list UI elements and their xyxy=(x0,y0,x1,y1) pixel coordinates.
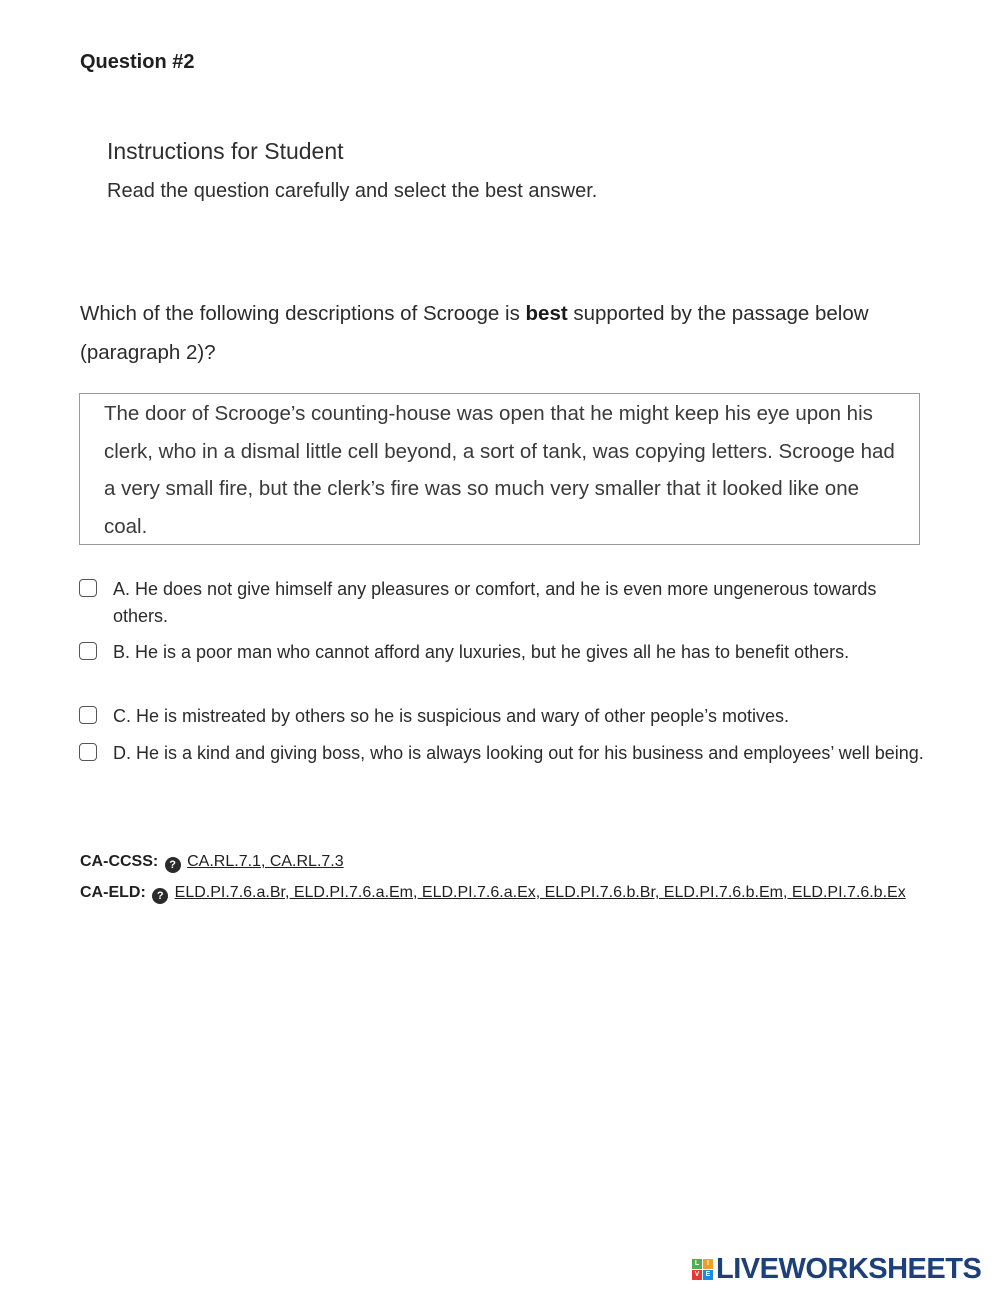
prompt-before: Which of the following descriptions of Scrooge is xyxy=(80,302,526,325)
eld-standards xyxy=(80,884,906,904)
option-d[interactable] xyxy=(79,740,929,767)
logo-mark-icon xyxy=(692,1259,713,1280)
ccss-label: CA-CCSS: xyxy=(80,853,159,870)
option-c-checkbox[interactable] xyxy=(79,706,97,724)
option-a[interactable] xyxy=(79,576,929,639)
option-c[interactable] xyxy=(79,703,929,740)
question-number: Question #2 xyxy=(80,51,195,73)
prompt-emphasis: best xyxy=(525,302,568,325)
option-b[interactable] xyxy=(79,639,929,703)
passage-box: The door of Scrooge’s counting-house was open that he might keep his eye upon his clerk, who in a dismal little cell beyond, a sort of tank, was copying letters. Scrooge had a very small fire, but the clerk’s fire was so much very smaller that it looked like one coal. xyxy=(79,393,920,545)
logo-mark-letter: I xyxy=(703,1259,713,1269)
option-a-label: A. He does not give himself any pleasures or comfort, and he is even more ungenerous towards others. xyxy=(113,579,877,626)
prompt-after: supported by the passage below (paragraph 2)? xyxy=(80,302,869,364)
option-d-checkbox[interactable] xyxy=(79,743,97,761)
logo-text: LIVEWORKSHEETS xyxy=(716,1252,982,1285)
option-c-label: C. He is mistreated by others so he is suspicious and wary of other people’s motives. xyxy=(113,706,789,726)
liveworksheets-logo xyxy=(692,1254,981,1284)
logo-mark-letter: E xyxy=(703,1270,713,1280)
option-b-checkbox[interactable] xyxy=(79,642,97,660)
question-prompt xyxy=(80,294,920,372)
help-icon[interactable]: ? xyxy=(165,857,181,873)
ccss-standards xyxy=(80,853,344,873)
logo-mark-letter: L xyxy=(692,1259,702,1269)
ccss-codes-link[interactable]: CA.RL.7.1, CA.RL.7.3 xyxy=(187,853,344,870)
help-icon[interactable]: ? xyxy=(152,888,168,904)
answer-options xyxy=(79,576,929,767)
eld-label: CA-ELD: xyxy=(80,884,146,901)
eld-codes-link[interactable]: ELD.PI.7.6.a.Br, ELD.PI.7.6.a.Em, ELD.PI.7.6.a.Ex, ELD.PI.7.6.b.Br, ELD.PI.7.6.b.Em, ELD.PI.7.6.b.Ex xyxy=(174,884,906,901)
instructions-title: Instructions for Student xyxy=(107,138,344,164)
option-a-checkbox[interactable] xyxy=(79,579,97,597)
instructions-text: Read the question carefully and select the best answer. xyxy=(107,180,598,202)
option-d-label: D. He is a kind and giving boss, who is always looking out for his business and employees’ well being. xyxy=(113,743,924,763)
option-b-label: B. He is a poor man who cannot afford any luxuries, but he gives all he has to benefit others. xyxy=(113,642,850,662)
logo-mark-letter: V xyxy=(692,1270,702,1280)
